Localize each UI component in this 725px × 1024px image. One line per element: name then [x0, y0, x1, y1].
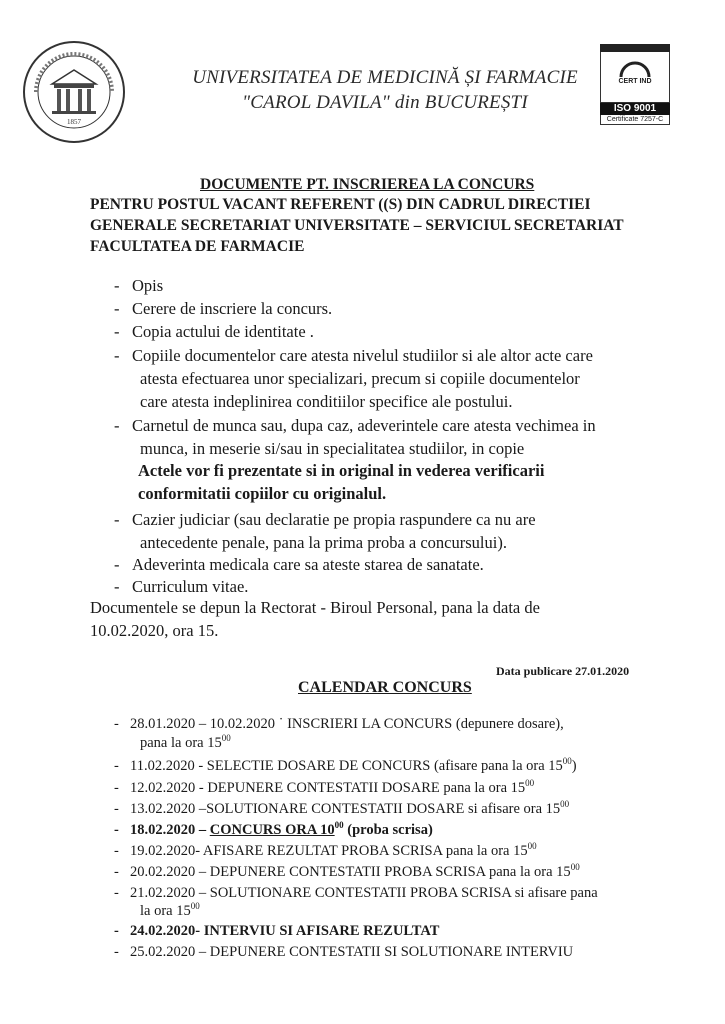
originals-note-line-1: Actele vor fi prezentate si in original in vederea verificarii — [138, 461, 545, 480]
iso-certification-badge — [600, 44, 670, 125]
subtitle-line-2: GENERALE SECRETARIAT UNIVERSITATE – SERVICIUL SECRETARIAT — [90, 217, 624, 234]
list-item-continuation: care atesta indeplinirea conditiilor specifice ale postului. — [140, 392, 513, 411]
subtitle-line-3: FACULTATEA DE FARMACIE — [90, 238, 305, 255]
publication-date: Data publicare 27.01.2020 — [496, 664, 630, 678]
list-item-continuation: antecedente penale, pana la prima proba a concursului). — [140, 533, 507, 552]
list-item-continuation: munca, in meserie si/sau in specialitatea studiilor, in copie — [140, 439, 525, 458]
originals-note-line-2: conformitatii copiilor cu originalul. — [138, 484, 387, 503]
cert-iso-label: ISO 9001 — [600, 103, 670, 115]
cert-logo-text: CERT IND — [618, 78, 652, 85]
university-seal — [22, 40, 126, 144]
subtitle-line-1: PENTRU POSTUL VACANT REFERENT ((S) DIN CADRUL DIRECTIEI — [90, 196, 591, 213]
list-item-continuation: atesta efectuarea unor specializari, precum si copiile documentelor — [140, 369, 580, 388]
seal-year: 1857 — [67, 118, 81, 126]
university-name-line1: UNIVERSITATEA DE MEDICINĂ ȘI FARMACIE — [192, 67, 578, 88]
cert-ind-logo — [600, 52, 670, 103]
deadline-line-2: 10.02.2020, ora 15. — [90, 621, 219, 640]
cert-header-bar — [600, 44, 670, 52]
cert-number: Certificate 7257-C — [600, 115, 670, 125]
document-title: DOCUMENTE PT. INSCRIEREA LA CONCURS — [200, 176, 535, 193]
university-name-line2: "CAROL DAVILA" din BUCUREȘTI — [242, 92, 528, 113]
deadline-line-1: Documentele se depun la Rectorat - Biroul Personal, pana la data de — [90, 598, 540, 617]
calendar-title: CALENDAR CONCURS — [298, 679, 472, 696]
